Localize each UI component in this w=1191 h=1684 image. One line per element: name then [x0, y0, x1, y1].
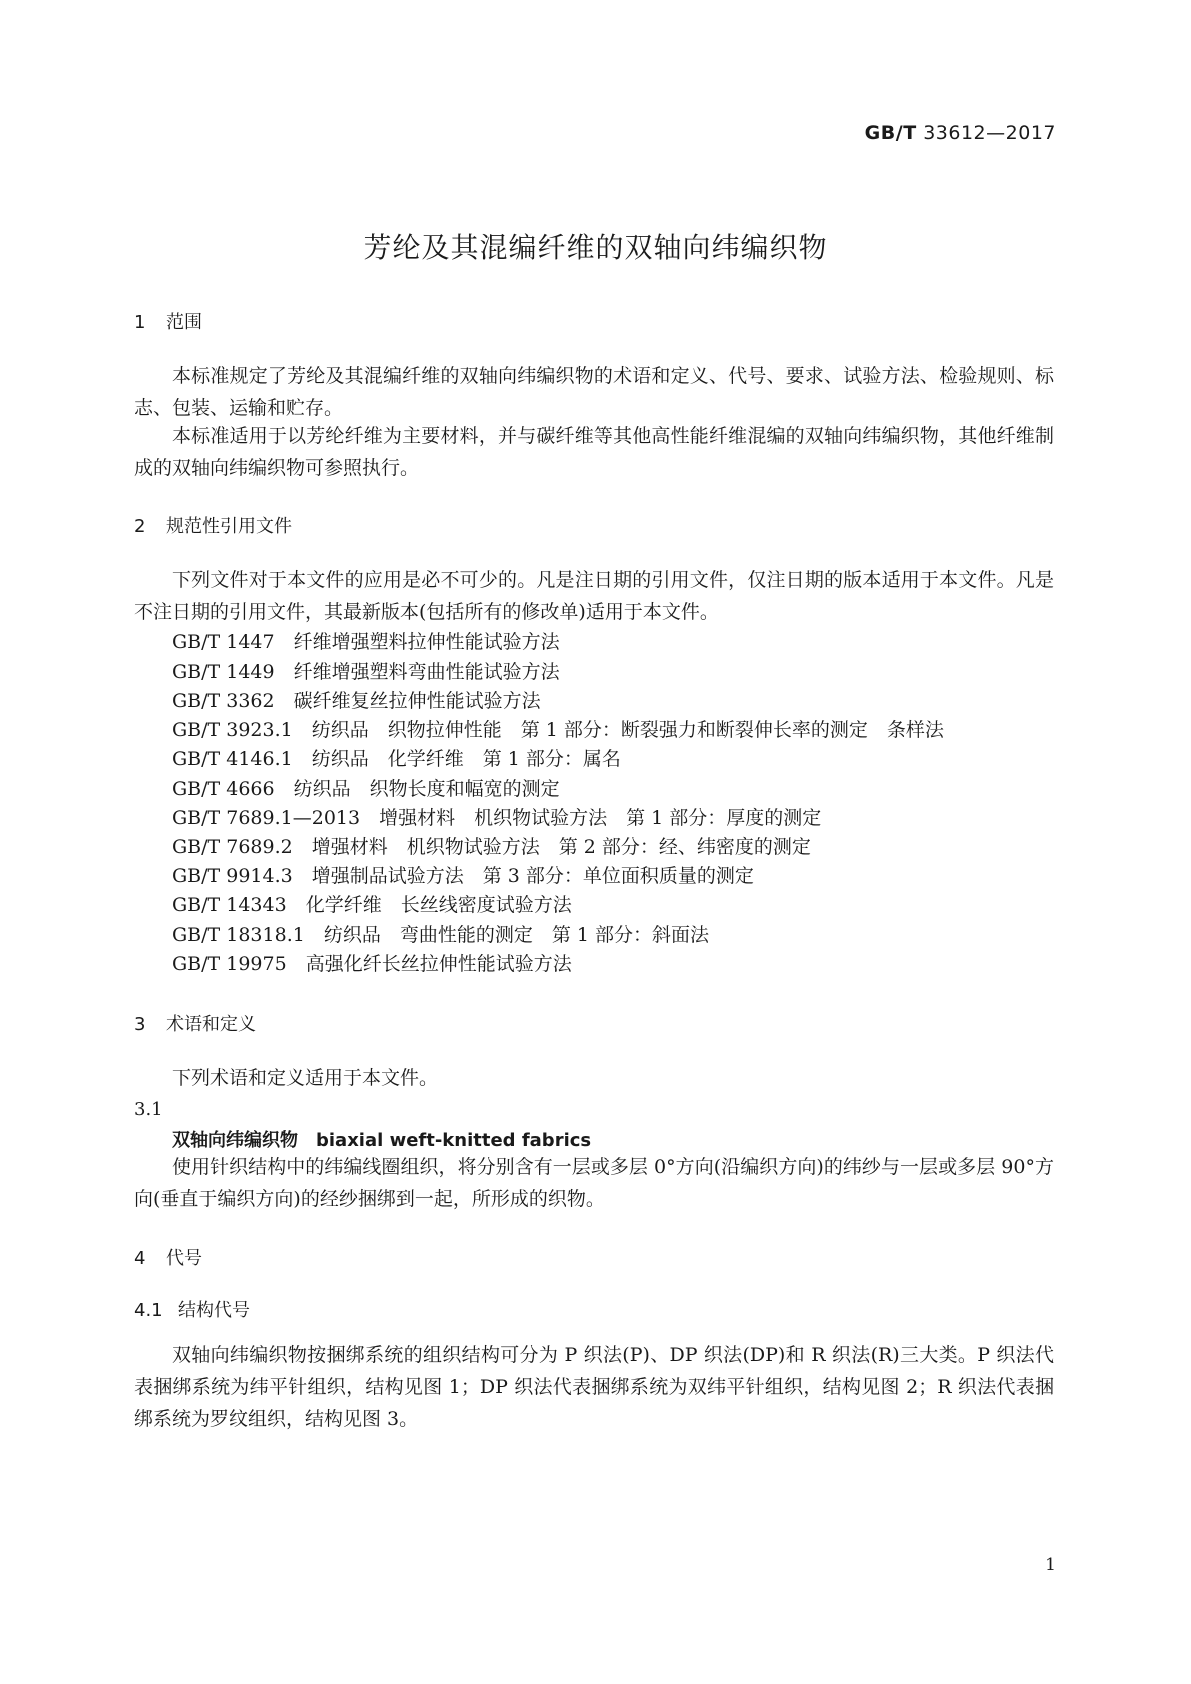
section-title: 代号 [166, 1248, 202, 1269]
standard-code: 33612—2017 [923, 122, 1056, 144]
standard-prefix: GB/T [864, 122, 917, 144]
standard-number [865, 122, 1056, 144]
subsection-4-1-heading [134, 1296, 250, 1322]
section-title: 规范性引用文件 [166, 516, 292, 537]
section-1-paragraph-1: 本标准规定了芳纶及其混编纤维的双轴向纬编织物的术语和定义、代号、要求、试验方法、检验规则、标志、包装、运输和贮存。 [134, 365, 1054, 419]
section-number: 2 [134, 516, 146, 537]
term-definition: 使用针织结构中的纬编线圈组织，将分别含有一层或多层 0°方向(沿编织方向)的纬纱与一层或多层 90°方向(垂直于编织方向)的经纱捆绑到一起，所形成的织物。 [134, 1156, 1054, 1210]
section-number: 3 [134, 1014, 146, 1035]
section-number: 4 [134, 1248, 146, 1269]
reference-item: GB/T 7689.1—2013 增强材料 机织物试验方法 第 1 部分：厚度的测定 [172, 807, 822, 829]
reference-item: GB/T 4666 纺织品 织物长度和幅宽的测定 [172, 778, 560, 800]
section-1-heading [134, 308, 202, 334]
page-number: 1 [1045, 1555, 1056, 1575]
section-title: 范围 [166, 312, 202, 333]
section-4-heading [134, 1244, 202, 1270]
reference-item: GB/T 18318.1 纺织品 弯曲性能的测定 第 1 部分：斜面法 [172, 924, 709, 946]
reference-item: GB/T 1449 纤维增强塑料弯曲性能试验方法 [172, 661, 560, 683]
section-1-paragraph-2: 本标准适用于以芳纶纤维为主要材料，并与碳纤维等其他高性能纤维混编的双轴向纬编织物，其他纤维制成的双轴向纬编织物可参照执行。 [134, 425, 1054, 479]
term-title: 双轴向纬编织物 biaxial weft-knitted fabrics [172, 1130, 592, 1151]
reference-item: GB/T 19975 高强化纤长丝拉伸性能试验方法 [172, 953, 572, 975]
subsection-title: 结构代号 [178, 1300, 250, 1321]
section-2-heading [134, 512, 292, 538]
subsection-number: 4.1 [134, 1300, 163, 1321]
reference-item: GB/T 14343 化学纤维 长丝线密度试验方法 [172, 894, 572, 916]
reference-item: GB/T 1447 纤维增强塑料拉伸性能试验方法 [172, 631, 560, 653]
section-3-paragraph-1: 下列术语和定义适用于本文件。 [172, 1067, 439, 1089]
reference-item: GB/T 4146.1 纺织品 化学纤维 第 1 部分：属名 [172, 748, 621, 770]
reference-item: GB/T 7689.2 增强材料 机织物试验方法 第 2 部分：经、纬密度的测定 [172, 836, 811, 858]
section-3-heading [134, 1010, 256, 1036]
document-title: 芳纶及其混编纤维的双轴向纬编织物 [363, 231, 828, 264]
section-title: 术语和定义 [166, 1014, 256, 1035]
reference-item: GB/T 3362 碳纤维复丝拉伸性能试验方法 [172, 690, 541, 712]
section-2-paragraph-1: 下列文件对于本文件的应用是必不可少的。凡是注日期的引用文件，仅注日期的版本适用于本文件。凡是不注日期的引用文件，其最新版本(包括所有的修改单)适用于本文件。 [134, 569, 1054, 623]
section-number: 1 [134, 312, 146, 333]
section-4-paragraph-1: 双轴向纬编织物按捆绑系统的组织结构可分为 P 织法(P)、DP 织法(DP)和 R 织法(R)三大类。P 织法代表捆绑系统为纬平针组织，结构见图 1；DP 织法代表捆绑系统为双纬平针组织，结构见图 2；R 织法代表捆绑系统为罗纹组织，结构见图 3。 [134, 1344, 1054, 1430]
term-number: 3.1 [134, 1099, 163, 1120]
reference-item: GB/T 3923.1 纺织品 织物拉伸性能 第 1 部分：断裂强力和断裂伸长率的测定 条样法 [172, 719, 944, 741]
reference-item: GB/T 9914.3 增强制品试验方法 第 3 部分：单位面积质量的测定 [172, 865, 754, 887]
